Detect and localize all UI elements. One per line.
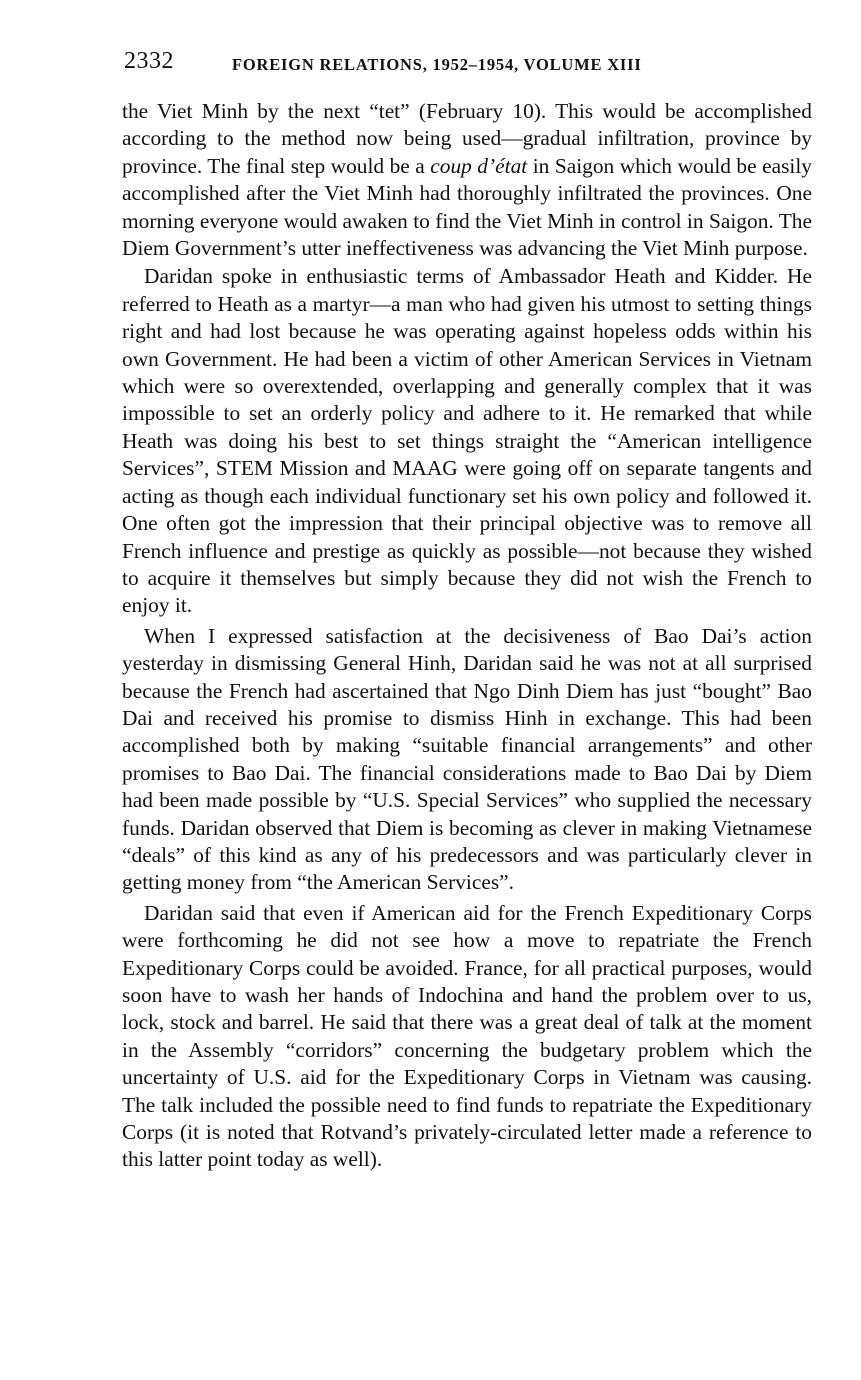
italic-phrase: coup d’état — [430, 153, 528, 178]
paragraph-continued — [122, 98, 812, 262]
page-number: 2332 — [124, 48, 174, 74]
paragraph: Daridan spoke in enthusiastic terms of Ambassador Heath and Kidder. He referred to Heath as a martyr—a man who had given his utmost to setting things right and had lost because he was operating against hopeless odds within his own Government. He had been a victim of other American Services in Vietnam which were so overextended, overlapping and generally complex that it was impossible to set an orderly policy and adhere to it. He remarked that while Heath was doing his best to set things straight the “American intelligence Services”, STEM Mission and MAAG were going off on separate tangents and acting as though each individual functionary set his own policy and followed it. One often got the impression that their principal objective was to remove all French influence and prestige as quickly as possible—not because they wished to acquire it themselves but simply because they did not wish the French to enjoy it. — [122, 264, 812, 618]
page-header — [124, 48, 824, 82]
body-text — [122, 98, 812, 1174]
paragraph-text: in Saigon which would be easily accomplished after the Viet Minh had thoroughly infiltrated the provinces. One morning everyone would awaken to find the Viet Minh in control in Saigon. The Diem Government’s utter ineffectiveness was advancing the Viet Minh purpose. — [122, 153, 813, 261]
paragraph: Daridan said that even if American aid for the French Expeditionary Corps were forthcoming he did not see how a move to repatriate the French Expeditionary Corps could be avoided. France, for all practical purposes, would soon have to wash her hands of Indochina and hand the problem over to us, lock, stock and barrel. He said that there was a great deal of talk at the moment in the Assembly “corridors” concerning the budgetary problem which the uncertainty of U.S. aid for the Expeditionary Corps in Vietnam was causing. The talk included the possible need to find funds to repatriate the Expeditionary Corps (it is noted that Rotvand’s privately-circulated letter made a reference to this latter point today as well). — [122, 900, 812, 1172]
paragraph-text: the Viet Minh by the next “tet” (February 10). This would be accomplished according to the method now being used—gradual infiltration, province by province. The final step would be a — [122, 99, 812, 178]
paragraph: When I expressed satisfaction at the decisiveness of Bao Dai’s action yesterday in dismissing General Hinh, Daridan said he was not at all surprised because the French had ascertained that Ngo Dinh Diem has just “bought” Bao Dai and received his promise to dismiss Hinh in exchange. This had been accomplished both by making “suitable financial arrangements” and other promises to Bao Dai. The financial considerations made to Bao Dai by Diem had been made possible by “U.S. Special Services” who supplied the necessary funds. Daridan observed that Diem is becoming as clever in making Vietnamese “deals” of this kind as any of his predecessors and was particularly clever in getting money from “the American Services”. — [122, 623, 812, 895]
running-head: FOREIGN RELATIONS, 1952–1954, VOLUME XIII — [232, 55, 642, 74]
